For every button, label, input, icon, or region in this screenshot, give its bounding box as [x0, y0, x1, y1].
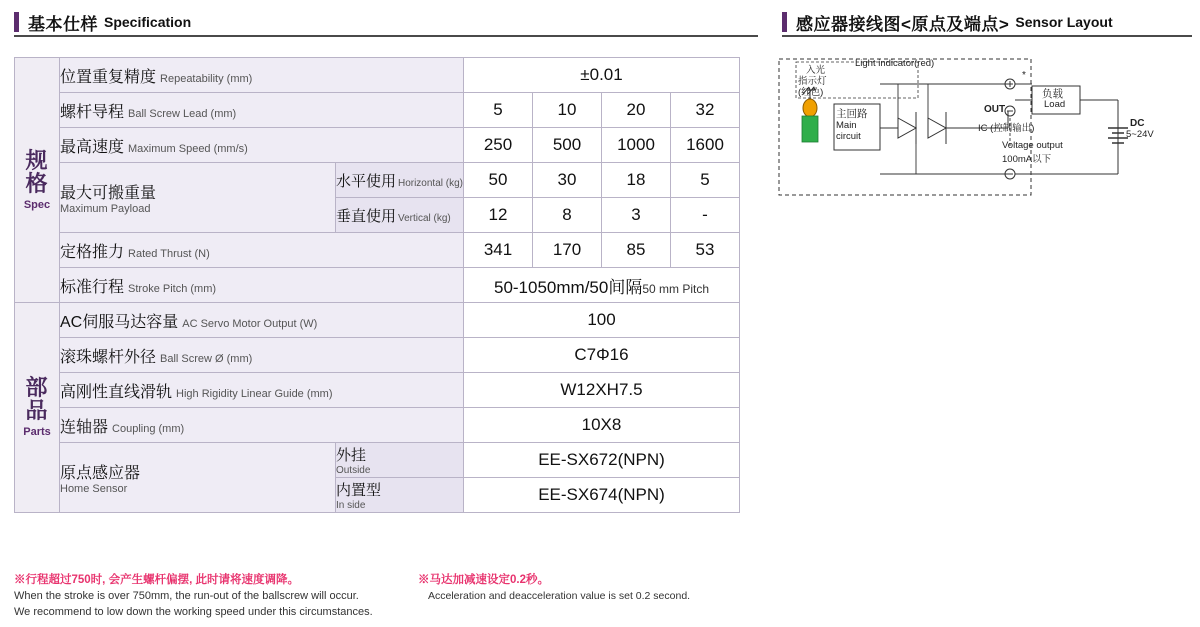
- label-asterisk: *: [1022, 70, 1026, 81]
- cell-vertical-3: 3: [602, 198, 671, 233]
- row-label-linear-guide: [60, 373, 464, 408]
- sublabel-en: In side: [335, 500, 366, 511]
- row-label-cn: 高刚性直线滑轨: [60, 383, 173, 401]
- note-left-en1: When the stroke is over 750mm, the run-out of the ballscrew will occur.: [14, 590, 359, 603]
- cell-stroke-pitch-value: [464, 268, 740, 303]
- section-header-sensor-layout: [782, 9, 1113, 35]
- row-label-home-sensor: [60, 443, 336, 513]
- row-label-en: AC Servo Motor Output (W): [182, 317, 318, 330]
- sublabel-cn: 水平使用: [335, 172, 396, 190]
- row-label-en: Maximum Speed (mm/s): [128, 142, 248, 155]
- table-row: [15, 443, 740, 478]
- row-label-en: Rated Thrust (N): [128, 247, 210, 260]
- group-label-spec: [15, 58, 60, 303]
- cell-lead-3: 20: [602, 93, 671, 128]
- row-label-cn: 位置重复精度: [60, 68, 157, 86]
- cell-lead-1: 5: [464, 93, 533, 128]
- header-rule-right: [782, 35, 1192, 37]
- group-label-parts: [15, 303, 60, 513]
- row-sublabel-vertical: [335, 198, 463, 233]
- cell-lead-2: 10: [533, 93, 602, 128]
- cell-thrust-3: 85: [602, 233, 671, 268]
- row-sublabel-inside: [335, 478, 463, 513]
- cell-horizontal-3: 18: [602, 163, 671, 198]
- cell-speed-1: 250: [464, 128, 533, 163]
- sublabel-en: Horizontal (kg): [397, 177, 463, 189]
- cell-linear-guide-value: W12XH7.5: [464, 373, 740, 408]
- row-label-cn: AC伺服马达容量: [60, 313, 179, 331]
- label-dc-value: 5~24V: [1126, 129, 1154, 140]
- label-voltage-current: 100mA以下: [1002, 154, 1052, 165]
- row-label-ball-screw-dia: [60, 338, 464, 373]
- cell-horizontal-2: 30: [533, 163, 602, 198]
- cell-vertical-2: 8: [533, 198, 602, 233]
- group-label-en: Spec: [23, 198, 51, 211]
- row-label-en: Repeatability (mm): [160, 72, 253, 85]
- cell-ball-screw-dia-value: C7Φ16: [464, 338, 740, 373]
- row-label-cn: 滚珠螺杆外径: [60, 348, 157, 366]
- row-label-cn: 最高速度: [60, 138, 125, 156]
- label-ic-output: IC (控制输出): [978, 123, 1035, 134]
- header-title-en: Sensor Layout: [1015, 14, 1113, 30]
- label-light-cn3: (红色): [798, 87, 824, 98]
- note-left-en2: We recommend to low down the working speed under this circumstances.: [14, 606, 373, 619]
- row-label-maximum-payload: [60, 163, 336, 233]
- row-label-repeatability: [60, 58, 464, 93]
- label-load-en: Load: [1044, 99, 1066, 110]
- table-row: [15, 268, 740, 303]
- table-row: [15, 338, 740, 373]
- row-label-cn: 定格推力: [60, 243, 125, 261]
- label-light-cn1: 入光: [806, 65, 826, 76]
- row-label-ball-screw-lead: [60, 93, 464, 128]
- label-dc: DC: [1130, 118, 1145, 129]
- row-label-en: Maximum Payload: [60, 203, 151, 215]
- group-label-cn: 规格: [25, 147, 49, 196]
- stroke-pitch-note: 50 mm Pitch: [642, 281, 710, 296]
- header-title-cn: 基本仕样: [28, 14, 98, 34]
- row-label-en: Ball Screw Lead (mm): [128, 107, 237, 120]
- table-row: [15, 408, 740, 443]
- label-light-indicator: Light indicator(red): [855, 58, 935, 69]
- row-label-en: Stroke Pitch (mm): [128, 282, 217, 295]
- row-sublabel-outside: [335, 443, 463, 478]
- cell-repeatability-value: ±0.01: [464, 58, 740, 93]
- note-left-cn: ※行程超过750时, 会产生螺杆偏摆, 此时请将速度调降。: [14, 574, 299, 586]
- header-title-cn: 感应器接线图<原点及端点>: [796, 14, 1010, 34]
- sublabel-cn: 外挂: [335, 447, 366, 464]
- row-label-cn: 标准行程: [60, 278, 125, 296]
- table-row: [15, 128, 740, 163]
- cell-home-sensor-outside-value: EE-SX672(NPN): [464, 443, 740, 478]
- note-left: [14, 572, 434, 621]
- header-rule-left: [14, 35, 758, 37]
- label-main-circuit-en2: circuit: [836, 131, 861, 142]
- table-row: [15, 93, 740, 128]
- specification-table: [14, 57, 740, 513]
- cell-speed-2: 500: [533, 128, 602, 163]
- note-right-cn: ※马达加减速设定0.2秒。: [418, 574, 549, 586]
- row-label-en: High Rigidity Linear Guide (mm): [176, 387, 333, 400]
- row-label-cn: 螺杆导程: [60, 103, 125, 121]
- row-label-ac-servo-motor: [60, 303, 464, 338]
- cell-vertical-1: 12: [464, 198, 533, 233]
- cell-speed-3: 1000: [602, 128, 671, 163]
- row-label-rated-thrust: [60, 233, 464, 268]
- label-load-cn: 负载: [1042, 88, 1063, 100]
- header-title-en: Specification: [104, 14, 192, 30]
- sublabel-cn: 内置型: [335, 482, 381, 499]
- cell-thrust-2: 170: [533, 233, 602, 268]
- section-header-specification: [14, 9, 191, 35]
- cell-horizontal-4: 5: [671, 163, 740, 198]
- sublabel-en: Vertical (kg): [397, 212, 451, 224]
- cell-coupling-value: 10X8: [464, 408, 740, 443]
- label-main-circuit-en1: Main: [836, 120, 857, 131]
- row-label-en: Home Sensor: [60, 483, 128, 495]
- cell-speed-4: 1600: [671, 128, 740, 163]
- cell-horizontal-1: 50: [464, 163, 533, 198]
- row-label-en: Coupling (mm): [112, 422, 185, 435]
- table-row: [15, 163, 740, 198]
- cell-vertical-4: -: [671, 198, 740, 233]
- header-accent-bar: [782, 12, 787, 32]
- label-voltage-output: Voltage output: [1002, 140, 1063, 151]
- cell-thrust-1: 341: [464, 233, 533, 268]
- cell-ac-servo-value: 100: [464, 303, 740, 338]
- label-light-cn2: 指示灯: [798, 76, 827, 87]
- table-row: [15, 233, 740, 268]
- sensor-wiring-diagram: [778, 56, 1188, 202]
- cell-thrust-4: 53: [671, 233, 740, 268]
- stroke-pitch-main: 50-1050mm/50间隔: [493, 277, 643, 297]
- row-label-stroke-pitch: [60, 268, 464, 303]
- group-label-cn: 部品: [25, 375, 49, 424]
- table-row: [15, 58, 740, 93]
- row-label-cn: 最大可搬重量: [60, 185, 157, 202]
- note-right: [418, 572, 778, 604]
- cell-home-sensor-inside-value: EE-SX674(NPN): [464, 478, 740, 513]
- sublabel-cn: 垂直使用: [335, 207, 396, 225]
- header-accent-bar: [14, 12, 19, 32]
- sublabel-en: Outside: [335, 465, 371, 476]
- row-label-cn: 原点感应器: [60, 465, 141, 482]
- row-label-coupling: [60, 408, 464, 443]
- cell-lead-4: 32: [671, 93, 740, 128]
- label-main-circuit-cn: 主回路: [836, 108, 868, 120]
- group-label-en: Parts: [23, 426, 51, 439]
- table-row: [15, 373, 740, 408]
- row-label-maximum-speed: [60, 128, 464, 163]
- row-label-cn: 连轴器: [60, 418, 109, 436]
- row-label-en: Ball Screw Ø (mm): [160, 352, 253, 365]
- label-out: OUT: [984, 104, 1006, 115]
- table-row: [15, 303, 740, 338]
- note-right-en1: Acceleration and deacceleration value is set 0.2 second.: [428, 590, 691, 603]
- row-sublabel-horizontal: [335, 163, 463, 198]
